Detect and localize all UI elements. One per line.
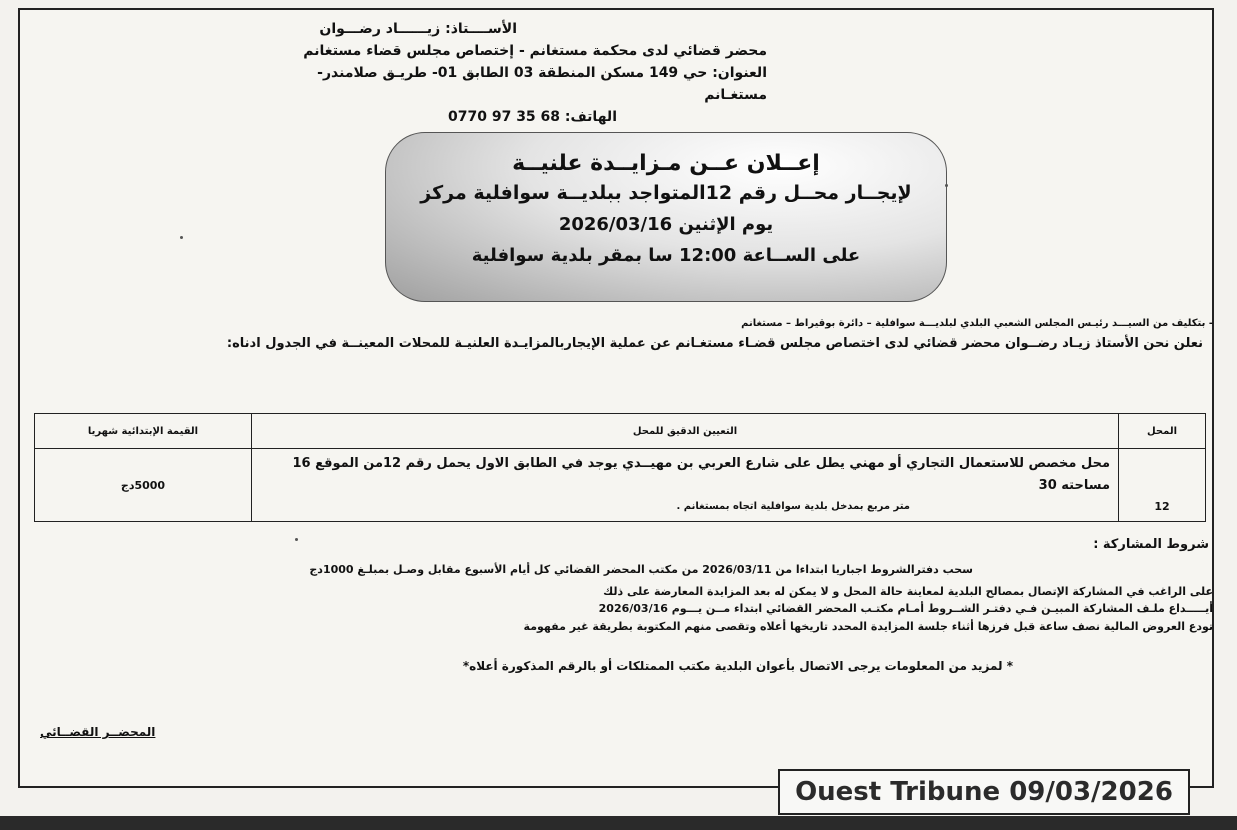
intro-statement: نعلن نحن الأستاذ زيـاد رضــوان محضر قضائي لدى اختصاص مجلس قضـاء مستغـانم عن عملية الإيجاربالمزايـدة العلنيـة للمحلات المعينــة في الجدول ادناه: <box>226 336 1203 351</box>
mandate-note: - بتكليف من السيـــد رئيـس المجلس الشعبي البلدي لبلديـــة سوافلية – دائرة بوقيراط – مستغانم <box>741 318 1213 329</box>
scan-speck <box>180 236 183 239</box>
conditions-title: شروط المشاركة : <box>1093 537 1209 552</box>
bailiff-address: العنوان: حي 149 مسكن المنطقة 03 الطابق 01- طريـق صلامندر- مستغـانم <box>317 65 767 103</box>
scan-speck <box>945 184 948 187</box>
condition-item: تودع العروض المالية نصف ساعة قبل فرزها أثناء جلسة المزايدة المحدد تاريخها أعلاه وتقصى منهم المكتوبة بطريقة غير مفهومة <box>523 620 1213 633</box>
auction-banner <box>385 132 947 302</box>
row-num: 12 <box>1119 449 1206 522</box>
scan-speck <box>295 538 298 541</box>
table-row <box>35 449 1206 522</box>
row-value: 5000دج <box>35 449 252 522</box>
condition-item: على الراغب في المشاركة الإتصال بمصالح البلدية لمعاينة حالة المحل و لا يمكن له بعد المزايدة المعارضة على ذلك <box>603 585 1213 598</box>
banner-title: إعــلان عــن مـزايــدة علنيــة <box>512 151 820 176</box>
condition-info: * لمزيد من المعلومات يرجى الاتصال بأعوان البلدية مكتب الممتلكات أو بالرقم المذكورة أعلاه* <box>462 659 1013 673</box>
row-desc <box>252 449 1119 522</box>
signature-label: المحضــر القضــائي <box>40 725 156 739</box>
bailiff-name: الأســــتاذ: زيــــــاد رضـــوان <box>319 21 517 37</box>
page-bottom-rule <box>0 816 1237 830</box>
condition-item: أيـــــداع ملـف المشاركة المبيـن فـي دفتـر الشــروط أمـام مكتـب المحضر القضائي ابتداء مــن يـــوم 2026/03/16 <box>598 602 1213 615</box>
row-desc-line1: محل مخصص للاستعمال التجاري أو مهني يطل على شارع العربي بن مهيــدي يوجد في الطابق الاول يحمل رقم 12من الموقع 16 مساحته 30 <box>292 456 1110 493</box>
row-desc-line2: متر مربع بمدخل بلدية سوافلية اتجاه بمستغانم . <box>676 501 910 512</box>
table-header-row <box>35 414 1206 449</box>
bailiff-role: محضر قضائي لدى محكمة مستغانم - إختصاص مجلس قضاء مستغانم <box>303 43 767 59</box>
banner-subject: لإيجــار محــل رقم 12المتواجد ببلديــة سوافلية مركز <box>420 182 912 204</box>
banner-time: على الســاعة 12:00 سا بمقر بلدية سوافلية <box>471 245 861 266</box>
newspaper-source: Ouest Tribune 09/03/2026 <box>778 769 1190 815</box>
condition-item: سحب دفترالشروط اجباريا ابتداءا من 2026/03/11 من مكتب المحضر القضائي كل أيام الأسبوع مقابل وصـل بمبلـغ 1000دج <box>309 563 973 576</box>
header-num: المحل <box>1119 414 1206 449</box>
header-desc: التعيين الدقيق للمحل <box>252 414 1119 449</box>
header-value: القيمة الإبتدائية شهريا <box>35 414 252 449</box>
bailiff-header <box>287 18 767 128</box>
properties-table <box>34 413 1206 522</box>
bailiff-phone: الهاتف: 68 35 97 0770 <box>447 109 617 125</box>
banner-date: يوم الإثنين 2026/03/16 <box>558 214 774 235</box>
